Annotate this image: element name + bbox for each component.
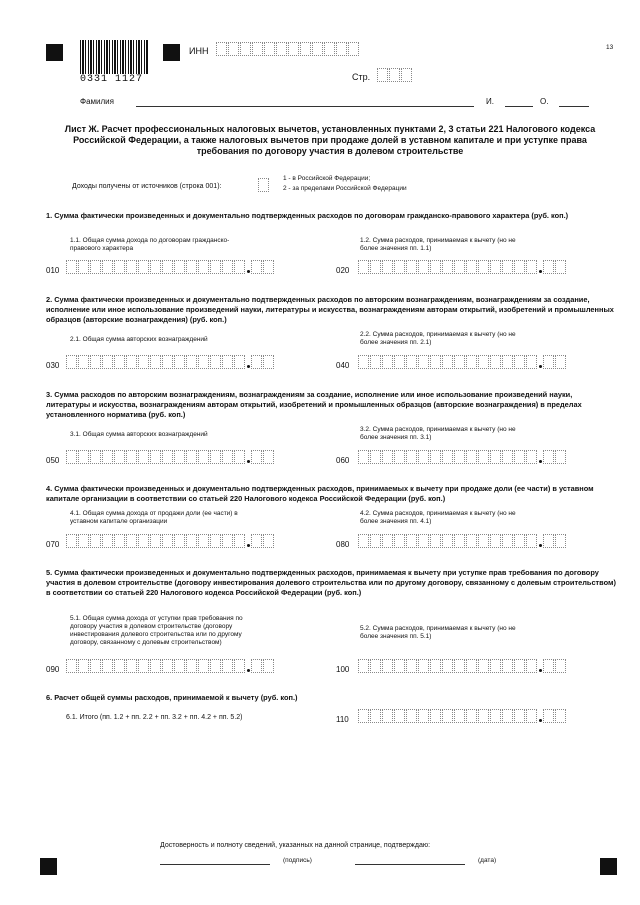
line-code-060: 060 — [336, 456, 350, 465]
section-6-heading: 6. Расчет общей суммы расходов, принимаемой к вычету (руб. коп.) — [46, 693, 298, 702]
line-code-080: 080 — [336, 540, 350, 549]
date-field[interactable] — [355, 864, 465, 865]
income-source-option-1: 1 - в Российской Федерации; — [283, 175, 371, 182]
line-code-030: 030 — [46, 361, 60, 370]
section-1-left-label: 1.1. Общая сумма дохода по договорам гражданско-правового характера — [70, 237, 230, 252]
corner-marker-bottom-right — [600, 858, 617, 875]
corner-marker-top-left — [46, 44, 63, 61]
initial-o-label: О. — [540, 97, 549, 106]
page-field[interactable] — [377, 68, 413, 82]
section-2-left-label: 2.1. Общая сумма авторских вознаграждений — [70, 336, 208, 343]
amount-field-030[interactable] — [66, 355, 275, 369]
initial-i-field[interactable] — [505, 106, 533, 107]
initial-i-label: И. — [486, 97, 494, 106]
page-number: 13 — [606, 44, 614, 51]
amount-field-070[interactable] — [66, 534, 275, 548]
section-6-label: 6.1. Итого (пп. 1.2 + пп. 2.2 + пп. 3.2 + пп. 4.2 + пп. 5.2) — [66, 714, 243, 721]
initial-o-field[interactable] — [559, 106, 589, 107]
amount-field-110[interactable] — [358, 709, 567, 723]
section-5-heading: 5. Сумма фактически произведенных и документально подтвержденных расходов, принимаемая к вычету при уступке прав требования по договору участия в долевом строительстве (договору инвестирования долевого строительства или по другому договору, связанному с долевым строительством) в соответствии со статьей 220 Налогового кодекса Российской Федерации (руб. коп.) — [46, 568, 616, 597]
amount-field-060[interactable] — [358, 450, 567, 464]
section-3-heading: 3. Сумма расходов по авторским вознаграждениям, вознаграждениям за создание, исполнение или иное использование произведений науки, литературы и искусства, вознаграждениям авторам открытий, изобретений и промышленных образцов (авторские вознаграждения) в пределах установленного норматива (руб. коп.) — [46, 390, 582, 419]
page-label: Стр. — [352, 72, 371, 82]
line-code-040: 040 — [336, 361, 350, 370]
line-code-070: 070 — [46, 540, 60, 549]
sheet-title: Лист Ж. Расчет профессиональных налоговых вычетов, установленных пунктами 2, 3 статьи 221 Налогового кодекса Российской Федерации, а также налоговых вычетов при продаже долей в уставном капитале и при уступке права требования по договору участия в долевом строительстве — [64, 124, 596, 156]
line-code-020: 020 — [336, 266, 350, 275]
barcode — [80, 40, 148, 74]
line-code-010: 010 — [46, 266, 60, 275]
corner-marker-top-middle — [163, 44, 180, 61]
income-source-option-2: 2 - за пределами Российской Федерации — [283, 185, 407, 192]
surname-label: Фамилия — [80, 97, 114, 106]
income-source-label: Доходы получены от источников (строка 001): — [72, 183, 222, 190]
line-code-110: 110 — [336, 715, 349, 724]
amount-field-020[interactable] — [358, 260, 567, 274]
barcode-number: 0331 1127 — [80, 74, 144, 85]
section-3-left-label: 3.1. Общая сумма авторских вознаграждений — [70, 431, 208, 438]
line-code-090: 090 — [46, 665, 60, 674]
section-5-left-label: 5.1. Общая сумма дохода от уступки прав требования по договору участия в долевом строительстве (договору инвестирования долевого строительства или по другому договору, связанному с долевым строительством) — [70, 615, 243, 646]
section-5-right-label: 5.2. Сумма расходов, принимаемая к вычету (но не более значения пп. 5.1) — [360, 625, 516, 640]
inn-label: ИНН — [189, 46, 209, 56]
section-1-right-label: 1.2. Сумма расходов, принимаемая к вычету (но не более значения пп. 1.1) — [360, 237, 516, 252]
amount-field-100[interactable] — [358, 659, 567, 673]
surname-field[interactable] — [136, 106, 474, 107]
line-code-050: 050 — [46, 456, 60, 465]
line-code-100: 100 — [336, 665, 350, 674]
section-2-right-label: 2.2. Сумма расходов, принимаемая к вычету (но не более значения пп. 2.1) — [360, 331, 516, 346]
section-3-right-label: 3.2. Сумма расходов, принимаемая к вычету (но не более значения пп. 3.1) — [360, 426, 516, 441]
amount-field-080[interactable] — [358, 534, 567, 548]
income-source-field[interactable] — [258, 178, 270, 192]
date-label: (дата) — [478, 857, 497, 864]
signature-field[interactable] — [160, 864, 270, 865]
amount-field-050[interactable] — [66, 450, 275, 464]
section-2-heading: 2. Сумма фактически произведенных и документально подтвержденных расходов по авторским вознаграждениям, вознаграждениям за создание, исполнение или иное использование произведений науки, литературы и искусства, вознаграждениям авторам открытий, изобретений и промышленных образцов (авторские вознаграждения) (руб. коп.) — [46, 295, 614, 324]
amount-field-090[interactable] — [66, 659, 275, 673]
section-4-right-label: 4.2. Сумма расходов, принимаемая к вычету (но не более значения пп. 4.1) — [360, 510, 516, 525]
section-4-left-label: 4.1. Общая сумма дохода от продажи доли (ее части) в уставном капитале организации — [70, 510, 238, 525]
signature-label: (подпись) — [283, 857, 312, 864]
amount-field-040[interactable] — [358, 355, 567, 369]
section-1-heading: 1. Сумма фактически произведенных и документально подтвержденных расходов по договорам гражданско-правового характера (руб. коп.) — [46, 211, 569, 220]
corner-marker-bottom-left — [40, 858, 57, 875]
amount-field-010[interactable] — [66, 260, 275, 274]
inn-field[interactable] — [216, 42, 360, 56]
section-4-heading: 4. Сумма фактически произведенных и документально подтвержденных расходов, принимаемых к вычету при продаже доли (ее части) в уставном капитале организации в соответствии со статьей 220 Налогового кодекса Российской Федерации (руб. коп.) — [46, 484, 594, 503]
footer-confirmation: Достоверность и полноту сведений, указанных на данной странице, подтверждаю: — [160, 842, 431, 849]
